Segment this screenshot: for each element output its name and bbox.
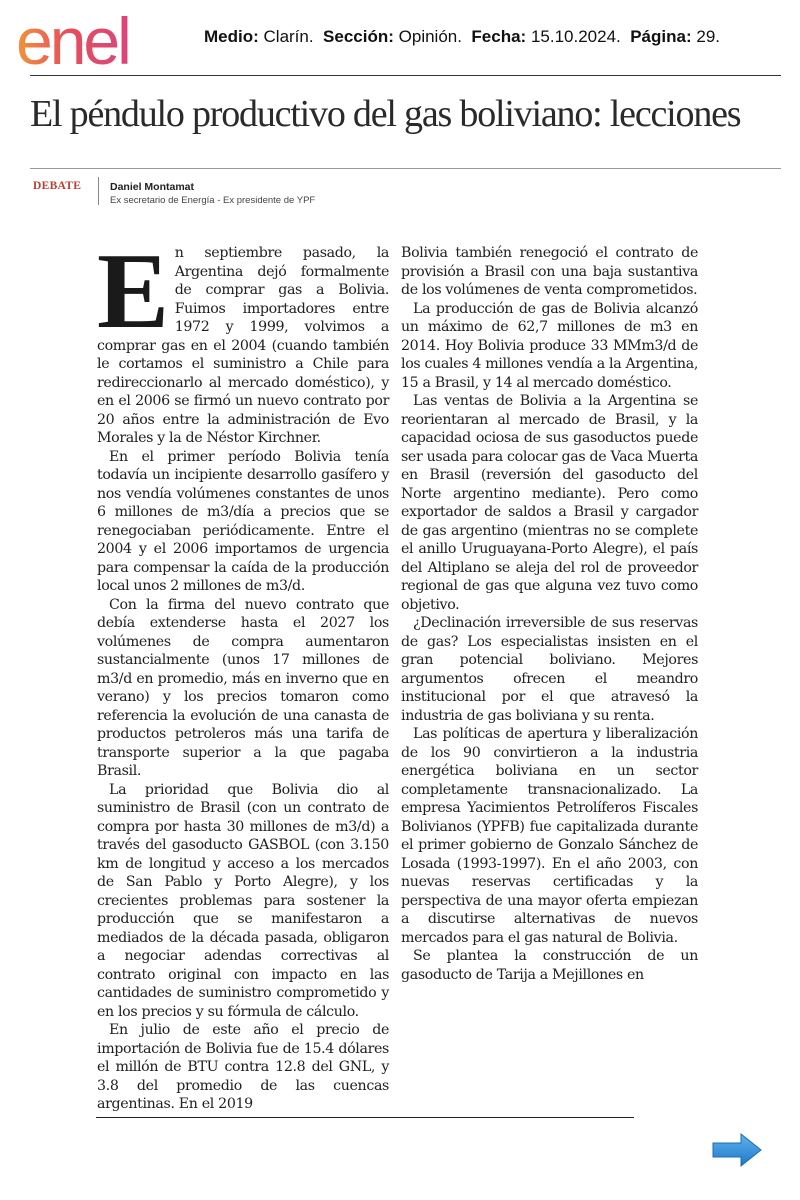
section-tag: DEBATE bbox=[33, 180, 82, 192]
arrow-right-icon[interactable] bbox=[711, 1132, 763, 1168]
pagina-value: 29. bbox=[696, 27, 720, 46]
medio-label: Medio: bbox=[204, 27, 259, 46]
paragraph: ¿Declinación irreversible de sus reservas de gas? Los especialistas insisten en el gran potencial boliviano. Mejores argumentos ofrecen el meandro institucional por el que atravesó la industria de gas boliviana y su renta. bbox=[401, 615, 698, 724]
fecha-label: Fecha: bbox=[471, 27, 527, 46]
paragraph: Bolivia también renegoció el contrato de provisión a Brasil con una baja sustantiva de los volúmenes de venta comprometidos. bbox=[401, 245, 698, 298]
pagina-label: Página: bbox=[630, 27, 692, 46]
author-name: Daniel Montamat bbox=[110, 181, 195, 193]
article-column-1 bbox=[97, 232, 389, 1114]
paragraph: Las ventas de Bolivia a la Argentina se reorientaran al mercado de Brasil, y la capacidad ociosa de sus gasoductos puede ser usada para colocar gas de Vaca Muerta en Brasil (reversión del gasoducto del Norte argentino mediante). Pero como exportador de saldos a Brasil y cargador de gas argentino (mientras no se complete el anillo Uruguayana-Porto Alegre), el país del Altiplano se aleja del rol de proveedor regional de gas que alguna vez tuvo como objetivo. bbox=[401, 393, 698, 613]
article-column-2 bbox=[401, 244, 698, 984]
byline-divider bbox=[98, 177, 99, 205]
seccion-value: Opinión. bbox=[398, 27, 462, 46]
seccion-label: Sección: bbox=[323, 27, 394, 46]
paragraph: La producción de gas de Bolivia alcanzó un máximo de 62,7 millones de m3 en 2014. Hoy Bolivia produce 33 MMm3/d de los cuales 4 millones vendía a la Argentina, 15 a Brasil, y 14 al mercado doméstico. bbox=[401, 300, 698, 391]
paragraph: Las políticas de apertura y liberalización de los 90 convirtieron a la industria energética boliviana en un sector completamente transnacionalizado. La empresa Yacimientos Petrolíferos Fiscales Bolivianos (YPFB) fue capitalizada durante el primer gobierno de Gonzalo Sánchez de Losada (1993-1997). En el año 2003, con nuevas reservas certificadas y la perspectiva de una mayor oferta empiezan a discutirse alternativas de nuevos mercados para el gas natural de Bolivia. bbox=[401, 726, 698, 946]
drop-cap: E bbox=[97, 232, 169, 351]
enel-logo bbox=[16, 8, 180, 72]
author-role: Ex secretario de Energía - Ex presidente de YPF bbox=[110, 195, 316, 206]
footer-divider bbox=[96, 1117, 634, 1118]
source-info bbox=[204, 27, 720, 47]
paragraph: La prioridad que Bolivia dio al suministro de Brasil (con un contrato de compra por hasta 30 millones de m3/d) a través del gasoducto GASBOL (con 3.150 km de longitud y acceso a los mercados de San Pablo y Porto Alegre), y los crecientes problemas para sostener la producción que se manifestaron a mediados de la década pasada, obligaron a negociar adendas correctivas al contrato original con impacto en las cantidades de suministro comprometido y en los precios y su fórmula de cálculo. bbox=[97, 781, 389, 1020]
header-divider bbox=[30, 75, 781, 76]
paragraph: Con la firma del nuevo contrato que debía extenderse hasta el 2027 los volúmenes de compra aumentaron sustancialmente (unos 17 millones de m3/d en promedio, más en inverno que en verano) y los precios tomaron como referencia la evolución de una canasta de productos petroleros más una tarifa de transporte superior a la que pagaba Brasil. bbox=[97, 596, 389, 779]
medio-value: Clarín. bbox=[263, 27, 314, 46]
fecha-value: 15.10.2024. bbox=[530, 27, 621, 46]
logo-text: enel bbox=[16, 8, 129, 72]
paragraph: Se plantea la construcción de un gasoducto de Tarija a Mejillones en bbox=[401, 948, 698, 983]
article-headline: El péndulo productivo del gas boliviano: lecciones bbox=[30, 93, 741, 135]
paragraph: En el primer período Bolivia tenía todavía un incipiente desarrollo gasífero y nos vendía volúmenes constantes de unos 6 millones de m3/día a precios que se renegociaban periódicamente. Entre el 2004 y el 2006 importamos de urgencia para compensar la caída de la producción local unos 2 millones de m3/d. bbox=[97, 448, 389, 594]
headline-divider bbox=[30, 168, 781, 169]
paragraph: n septiembre pasado, la Argentina dejó formalmente de comprar gas a Bolivia. Fuimos importadores entre 1972 y 1999, volvimos a comprar gas en el 2004 (cuando también le cortamos el suministro a Chile para redireccionarlo al mercado doméstico), y en el 2006 se firmó un nuevo contrato por 20 años entre la administración de Evo Morales y la de Néstor Kirchner. bbox=[97, 245, 389, 446]
paragraph: En julio de este año el precio de importación de Bolivia fue de 15.4 dólares el millón de BTU contra 12.8 del GNL, y 3.8 del promedio de las cuencas argentinas. En el 2019 bbox=[97, 1022, 389, 1112]
